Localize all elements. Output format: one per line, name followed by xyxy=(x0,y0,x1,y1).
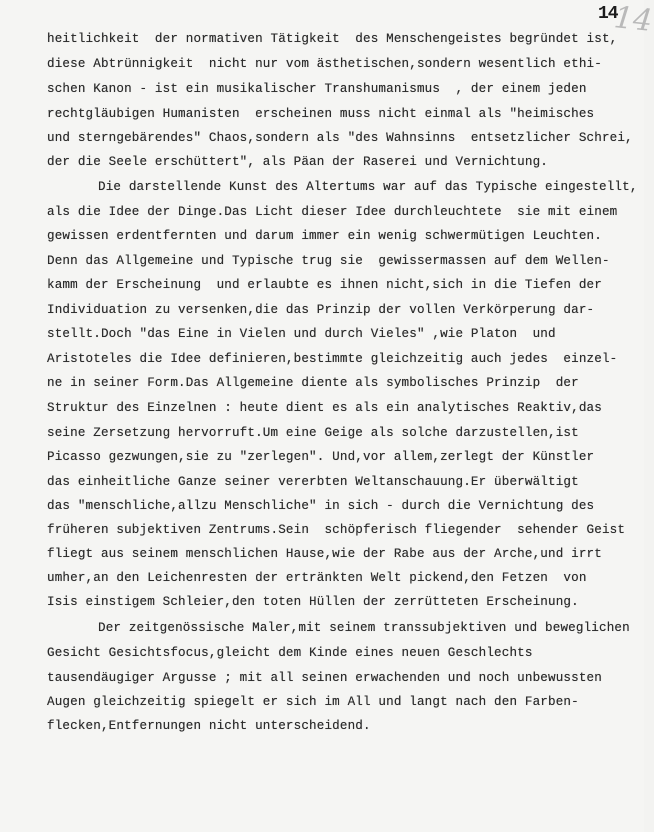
text-line: früheren subjektiven Zentrums.Sein schöpferisch fliegender sehender Geist xyxy=(47,523,626,537)
text-line: heitlichkeit der normativen Tätigkeit des Menschengeistes begründet ist, xyxy=(47,32,618,46)
text-line: kamm der Erscheinung und erlaubte es ihnen nicht,sich in die Tiefen der xyxy=(47,278,602,292)
text-line: als die Idee der Dinge.Das Licht dieser Idee durchleuchtete sie mit einem xyxy=(47,205,618,219)
text-line: tausendäugiger Argusse ; mit all seinen erwachenden und noch unbewussten xyxy=(47,671,602,685)
text-line: Der zeitgenössische Maler,mit seinem transsubjektiven und beweglichen xyxy=(98,621,630,635)
text-line: das einheitliche Ganze seiner vererbten Weltanschauung.Er überwältigt xyxy=(47,475,579,489)
text-line: und sterngebärendes" Chaos,sondern als "des Wahnsinns entsetzlicher Schrei, xyxy=(47,131,633,145)
text-line: ne in seiner Form.Das Allgemeine diente als symbolisches Prinzip der xyxy=(47,376,579,390)
text-line: Isis einstigem Schleier,den toten Hüllen der zerrütteten Erscheinung. xyxy=(47,595,579,609)
text-line: Die darstellende Kunst des Altertums war auf das Typische eingestellt, xyxy=(98,180,638,194)
text-line: stellt.Doch "das Eine in Vielen und durch Vieles" ,wie Platon und xyxy=(47,327,556,341)
text-line: Denn das Allgemeine und Typische trug sie gewissermassen auf dem Wellen- xyxy=(47,254,610,268)
page-number: 14 xyxy=(598,4,618,24)
text-line: Struktur des Einzelnen : heute dient es als ein analytisches Reaktiv,das xyxy=(47,401,602,415)
text-line: Individuation zu versenken,die das Prinzip der vollen Verkörperung dar- xyxy=(47,303,595,317)
text-line: umher,an den Leichenresten der ertränkten Welt pickend,den Fetzen von xyxy=(47,571,587,585)
text-line: Aristoteles die Idee definieren,bestimmte gleichzeitig auch jedes einzel- xyxy=(47,352,618,366)
text-line: Gesicht Gesichtsfocus,gleicht dem Kinde eines neuen Geschlechts xyxy=(47,646,533,660)
text-line: rechtgläubigen Humanisten erscheinen muss nicht einmal als "heimisches xyxy=(47,107,595,121)
text-line: fliegt aus seinem menschlichen Hause,wie der Rabe aus der Arche,und irrt xyxy=(47,547,602,561)
text-line: flecken,Entfernungen nicht unterscheidend. xyxy=(47,719,371,733)
text-line: schen Kanon - ist ein musikalischer Transhumanismus , der einem jeden xyxy=(47,82,587,96)
text-line: gewissen erdentfernten und darum immer ein wenig schwermütigen Leuchten. xyxy=(47,229,602,243)
text-line: das "menschliche,allzu Menschliche" in sich - durch die Vernichtung des xyxy=(47,499,595,513)
text-line: diese Abtrünnigkeit nicht nur vom ästhetischen,sondern wesentlich ethi- xyxy=(47,57,602,71)
text-line: Augen gleichzeitig spiegelt er sich im All und langt nach den Farben- xyxy=(47,695,579,709)
text-line: seine Zersetzung hervorruft.Um eine Geige als solche darzustellen,ist xyxy=(47,426,579,440)
text-line: der die Seele erschüttert", als Päan der Raserei und Vernichtung. xyxy=(47,155,548,169)
pencil-page-number: 14 xyxy=(612,0,654,39)
text-line: Picasso gezwungen,sie zu "zerlegen". Und,vor allem,zerlegt der Künstler xyxy=(47,450,595,464)
